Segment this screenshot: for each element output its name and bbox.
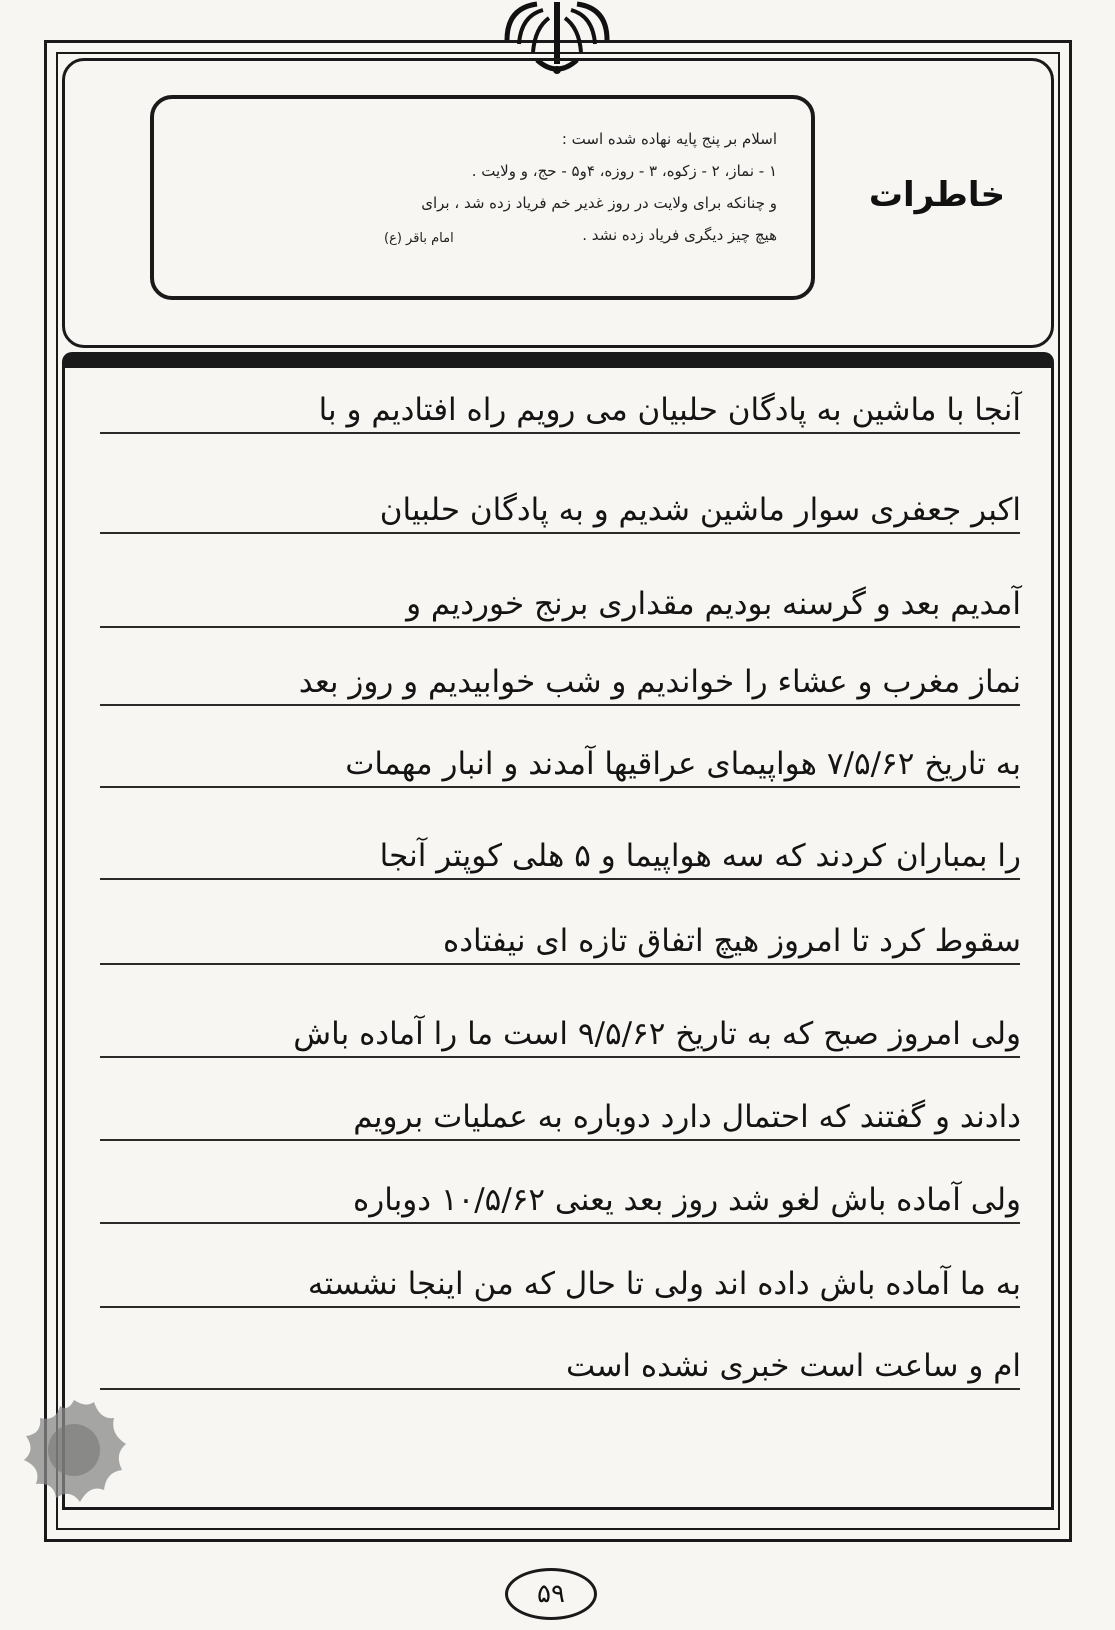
handwritten-line: به ما آماده باش داده اند ولی تا حال که من اینجا نشسته xyxy=(307,1266,1021,1302)
ruled-line xyxy=(100,432,1020,434)
ruled-line xyxy=(100,532,1020,534)
ruled-line xyxy=(100,1388,1020,1390)
ruled-line xyxy=(100,704,1020,706)
handwritten-line: سقوط کرد تا امروز هیچ اتفاق تازه ای نیفتاده xyxy=(443,923,1021,959)
handwritten-line: آنجا با ماشین به پادگان حلبیان می رویم راه افتادیم و با xyxy=(318,392,1021,428)
ruled-line xyxy=(100,626,1020,628)
ruled-line xyxy=(100,1056,1020,1058)
ruled-line xyxy=(100,1222,1020,1224)
ruled-line xyxy=(100,786,1020,788)
handwritten-line: آمدیم بعد و گرسنه بودیم مقداری برنج خوردیم و xyxy=(406,586,1021,622)
quote-line: اسلام بر پنج پایه نهاده شده است : xyxy=(561,130,777,148)
handwritten-line: اکبر جعفری سوار ماشین شدیم و به پادگان حلبیان xyxy=(379,492,1021,528)
page-number: ۵۹ xyxy=(505,1568,597,1620)
quote-line: ۱ - نماز، ۲ - زکوه، ۳ - روزه، ۴و۵ - حج، و ولایت . xyxy=(471,162,777,180)
section-title: خاطرات xyxy=(868,175,1006,215)
handwritten-line: ولی آماده باش لغو شد روز بعد یعنی ۱۰/۵/۶۲ دوباره xyxy=(353,1182,1021,1218)
quote-attribution: امام باقر (ع) xyxy=(384,231,454,246)
handwritten-line: ام و ساعت است خبری نشده است xyxy=(566,1348,1021,1384)
quote-line: و چنانکه برای ولایت در روز غدیر خم فریاد زده شد ، برای xyxy=(421,194,777,212)
handwritten-line: را بمباران کردند که سه هواپیما و ۵ هلی کوپتر آنجا xyxy=(379,838,1021,874)
quote-box xyxy=(150,95,815,300)
ruled-line xyxy=(100,963,1020,965)
handwritten-line: نماز مغرب و عشاء را خواندیم و شب خوابیدیم و روز بعد xyxy=(298,664,1021,700)
handwritten-line: به تاریخ ۷/۵/۶۲ هواپیمای عراقیها آمدند و انبار مهمات xyxy=(345,746,1021,782)
handwritten-line: ولی امروز صبح که به تاریخ ۹/۵/۶۲ است ما را آماده باش xyxy=(293,1016,1021,1052)
ruled-line xyxy=(100,878,1020,880)
divider-band xyxy=(62,352,1054,368)
ruled-line xyxy=(100,1139,1020,1141)
quote-line: هیچ چیز دیگری فریاد زده نشد . xyxy=(582,226,777,244)
ruled-line xyxy=(100,1306,1020,1308)
ink-blot-icon xyxy=(14,1390,134,1510)
handwritten-line: دادند و گفتند که احتمال دارد دوباره به عملیات برویم xyxy=(353,1099,1021,1135)
